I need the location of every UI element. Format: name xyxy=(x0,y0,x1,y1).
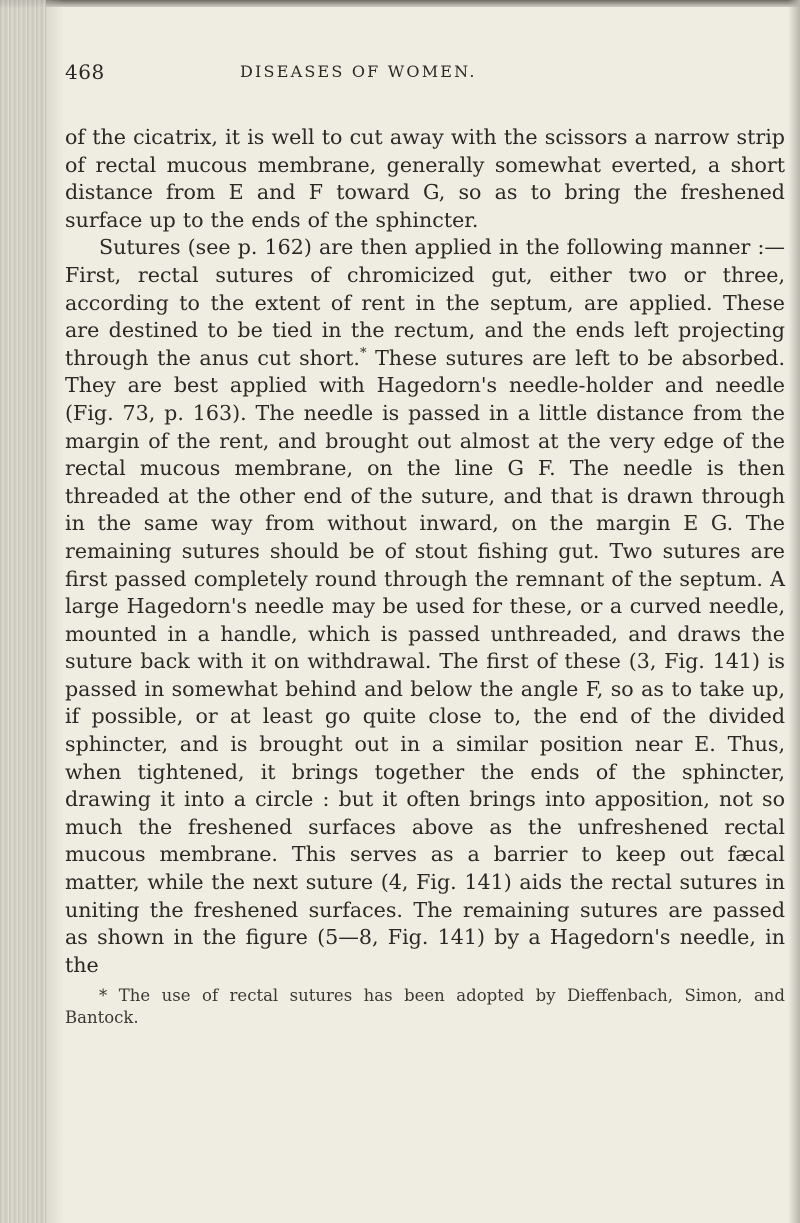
footnote-marker: * xyxy=(359,345,367,361)
paragraph-1: of the cicatrix, it is well to cut away with the scissors a narrow strip of rectal mucous membrane, generally somewhat everted, a short distance from E and F toward G, so as to bring the freshened surface up to the ends of the sphincter. xyxy=(65,125,785,232)
book-spine-shadow xyxy=(0,0,46,1223)
page-right-edge xyxy=(788,0,800,1223)
body-text xyxy=(65,124,785,979)
page-top-edge xyxy=(0,0,800,7)
page-number: 468 xyxy=(65,60,105,84)
paragraph-2-rest: These sutures are left to be absorbed. They are best applied with Hagedorn's needle-holder and needle (Fig. 73, p. 163). The needle is passed in a little distance from the margin of the rent, and brought out almost at the very edge of the rectal mucous membrane, on the line G F. The needle is then threaded at the other end of the suture, and that is drawn through in the same way from without inward, on the margin E G. The remaining sutures should be of stout fishing gut. Two sutures are first passed completely round through the remnant of the septum. A large Hagedorn's needle may be used for these, or a curved needle, mounted in a handle, which is passed unthreaded, and draws the suture back with it on withdrawal. The first of these (3, Fig. 141) is passed in somewhat behind and below the angle F, so as to take up, if possible, or at least go quite close to, the end of the divided sphincter, and is brought out in a similar position near E. Thus, when tightened, it brings together the ends of the sphincter, drawing it into a circle : but it often brings into apposition, not so much the freshened surfaces above as the unfreshened rectal mucous membrane. This serves as a barrier to keep out fæcal matter, while the next suture (4, Fig. 141) aids the rectal sutures in uniting the freshened surfaces. The remaining sutures are passed as shown in the figure (5—8, Fig. 141) by a Hagedorn's needle, in the xyxy=(65,345,785,977)
book-page xyxy=(65,48,785,1029)
footnote: * The use of rectal sutures has been adopted by Dieffenbach, Simon, and Bantock. xyxy=(65,986,785,1028)
running-head xyxy=(65,48,785,88)
paragraph-2 xyxy=(65,234,785,979)
running-title: DISEASES OF WOMEN. xyxy=(240,62,477,81)
paragraph-2-main: Sutures (see p. 162) are then applied in the following manner :—First, rectal sutures of chromicized gut, either two or three, according to the extent of rent in the septum, are applied. These are destined to be tied in the rectum, and the ends left projecting through the anus cut short. xyxy=(65,235,785,370)
